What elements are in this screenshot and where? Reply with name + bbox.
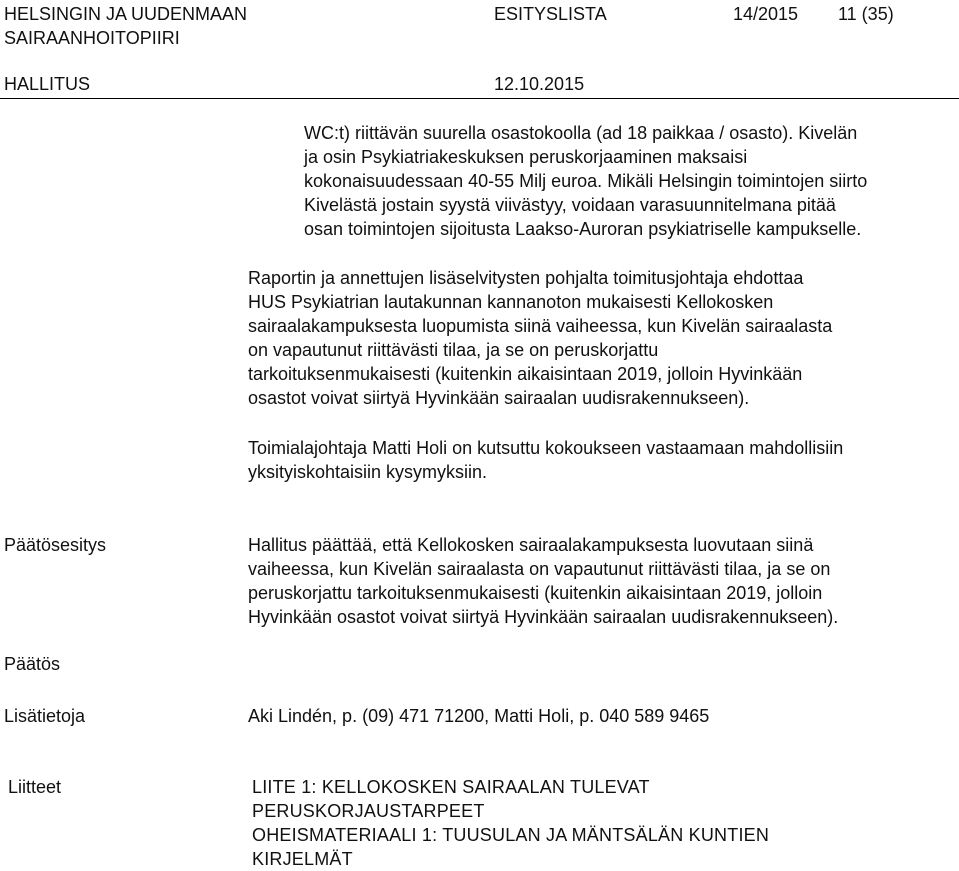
attachment-item: KIRJELMÄT [252, 849, 353, 869]
header-divider [0, 98, 959, 99]
paragraph-line: yksityiskohtaisiin kysymyksiin. [248, 462, 488, 482]
proposal-label: Päätösesitys [4, 535, 107, 555]
paragraph-line: Hyvinkään osastot voivat siirtyä Hyvinkään sairaalan uudisrakennukseen). [248, 607, 839, 627]
paragraph-line: on vapautunut riittävästi tilaa, ja se on peruskorjattu [248, 340, 659, 360]
decision-label: Päätös [4, 654, 61, 674]
paragraph-line: WC:t) riittävän suurella osastokoolla (ad 18 paikkaa / osasto). Kivelän [304, 123, 858, 143]
paragraph-line: kokonaisuudessaan 40-55 Milj euroa. Mikäli Helsingin toimintojen siirto [304, 171, 868, 191]
paragraph-line: Raportin ja annettujen lisäselvitysten pohjalta toimitusjohtaja ehdottaa [248, 268, 804, 288]
body-paragraph-2 [248, 266, 832, 410]
attachment-item: LIITE 1: KELLOKOSKEN SAIRAALAN TULEVAT [252, 777, 650, 797]
more-info-label: Lisätietoja [4, 706, 86, 726]
meeting-date: 12.10.2015 [494, 74, 585, 94]
attachments-label: Liitteet [8, 777, 62, 797]
document-number: 14/2015 [733, 4, 799, 24]
paragraph-line: peruskorjattu tarkoituksenmukaisesti (kuitenkin aikaisintaan 2019, jolloin [248, 583, 823, 603]
body-name: HALLITUS [4, 74, 91, 94]
document-type: ESITYSLISTA [494, 4, 607, 24]
paragraph-line: ja osin Psykiatriakeskuksen peruskorjaaminen maksaisi [304, 147, 748, 167]
paragraph-line: osastot voivat siirtyä Hyvinkään sairaalan uudisrakennukseen). [248, 388, 750, 408]
attachment-item: PERUSKORJAUSTARPEET [252, 801, 485, 821]
paragraph-line: Hallitus päättää, että Kellokosken sairaalakampuksesta luovutaan siinä [248, 535, 814, 555]
paragraph-line: sairaalakampuksesta luopumista siinä vaiheessa, kun Kivelän sairaalasta [248, 316, 833, 336]
paragraph-line: tarkoituksenmukaisesti (kuitenkin aikaisintaan 2019, jolloin Hyvinkään [248, 364, 803, 384]
proposal-text [248, 533, 838, 629]
organization-name-line1: HELSINGIN JA UUDENMAAN [4, 4, 248, 24]
attachment-item: OHEISMATERIAALI 1: TUUSULAN JA MÄNTSÄLÄN KUNTIEN [252, 825, 770, 845]
paragraph-line: osan toimintojen sijoitusta Laakso-Auroran psykiatriselle kampukselle. [304, 219, 862, 239]
organization-name-line2: SAIRAANHOITOPIIRI [4, 28, 180, 48]
attachments-list [252, 775, 769, 871]
page-number: 11 (35) [838, 4, 894, 24]
paragraph-line: Toimialajohtaja Matti Holi on kutsuttu kokoukseen vastaamaan mahdollisiin [248, 438, 844, 458]
paragraph-line: HUS Psykiatrian lautakunnan kannanoton mukaisesti Kellokosken [248, 292, 774, 312]
paragraph-line: vaiheessa, kun Kivelän sairaalasta on vapautunut riittävästi tilaa, ja se on [248, 559, 831, 579]
paragraph-line: Kivelästä jostain syystä viivästyy, voidaan varasuunnitelmana pitää [304, 195, 836, 215]
more-info-contacts: Aki Lindén, p. (09) 471 71200, Matti Holi, p. 040 589 9465 [248, 706, 710, 726]
body-paragraph-1 [304, 121, 867, 241]
body-paragraph-3 [248, 436, 843, 484]
